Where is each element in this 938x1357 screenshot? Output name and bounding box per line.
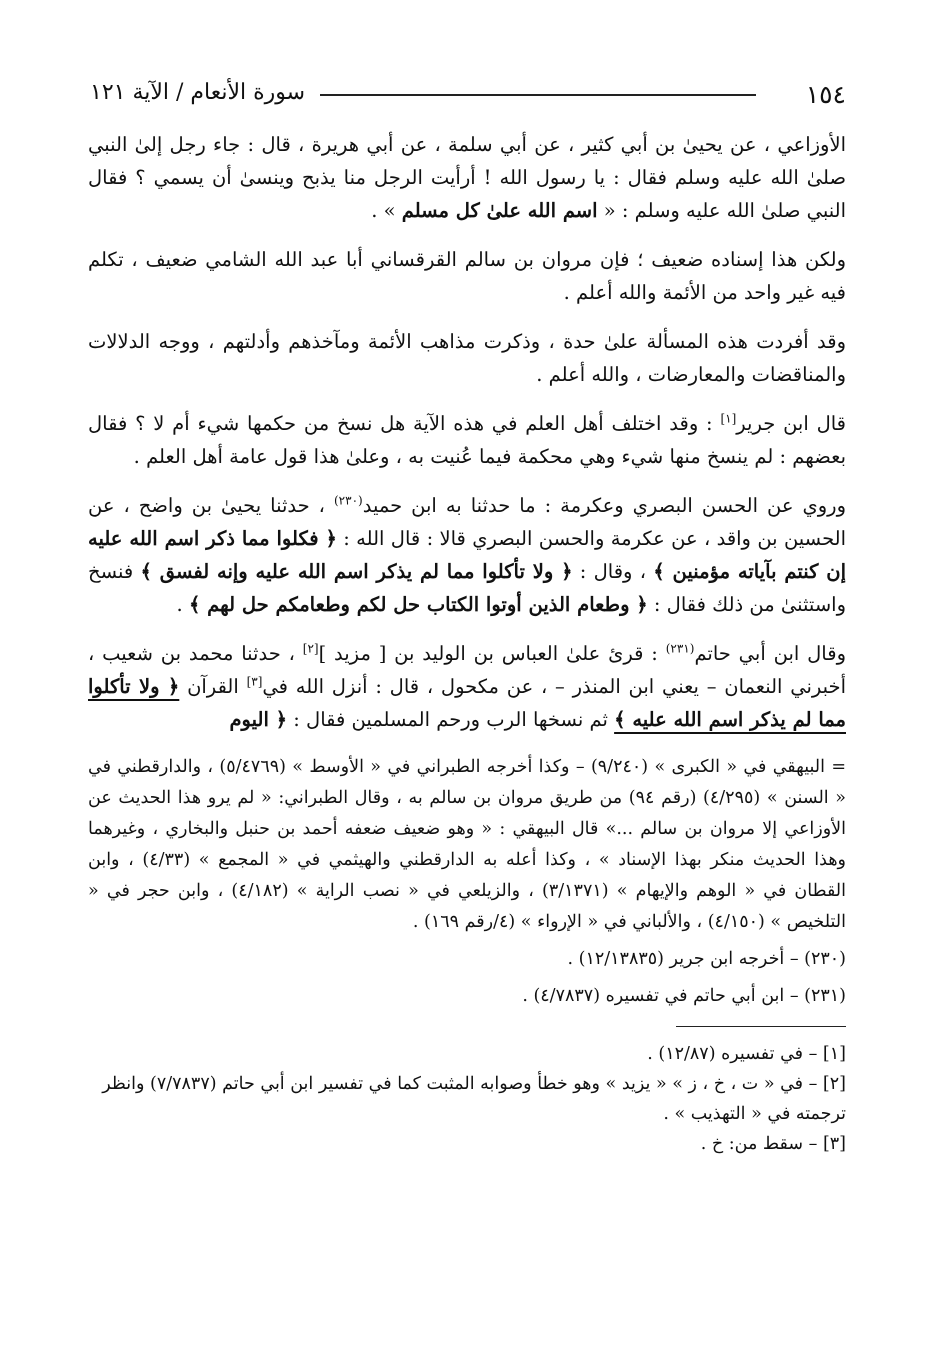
footnote: [٣] – سقط من: خ . (700, 1134, 846, 1154)
page-number: ١٥٤ (805, 80, 846, 109)
quran-quote: ﴿ وطعام الذين أوتوا الكتاب حل لكم وطعامكم حل لهم ﴾ (188, 593, 648, 616)
paragraph-text: : وقد اختلف أهل العلم في هذه الآية هل نسخ من حكمها شيء أم لا ؟ فقال بعضهم : لم ينسخ منها شيء وهي محكمة فيما عُنيت به ، وعلىٰ هذا قول عامة أهل العلم . (88, 412, 846, 468)
footnote-divider (676, 1026, 846, 1027)
takhrij-notes (88, 752, 846, 1012)
footnote-ref: [٢] (302, 641, 319, 656)
paragraph-text: ، حدثنا يحيىٰ بن واضح ، عن الحسين بن واقد ، عن عكرمة والحسن البصري قالا : قال الله : (88, 494, 847, 550)
paragraph-text: ولكن هذا إسناده ضعيف ؛ فإن مروان بن سالم القرقساني أبا عبد الله الشامي ضعيف ، تكلم فيه غير واحد من الأئمة والله أعلم . (88, 248, 846, 304)
paragraph-text: ، حدثنا محمد بن شعيب ، أخبرني النعمان – يعني ابن المنذر – ، عن مكحول ، قال : أنزل الله في (88, 642, 847, 698)
main-text (88, 128, 846, 1159)
paragraph-text: قال ابن جرير (736, 412, 846, 435)
paragraph-text: : قرئ علىٰ العباس بن الوليد بن [ مزيد ] (318, 642, 666, 665)
paragraph-text: وقال ابن أبي حاتم (694, 642, 846, 665)
paragraph-text: وروي عن الحسن البصري وعكرمة : ما حدثنا به ابن حميد (362, 494, 846, 517)
paragraph-text: القرآن (179, 675, 247, 698)
note-ref: (٢٣١) (665, 641, 695, 656)
footnote: [٢] – في « ت ، خ ، ز » « يزيد » وهو خطأ وصوابه المثبت كما في تفسير ابن أبي حاتم (٧/٧٨٣٧) وانظر ترجمته في « التهذيب » . (102, 1074, 846, 1124)
paragraph-isnad-weak (88, 243, 846, 309)
header-rule (320, 94, 756, 96)
running-header (90, 76, 846, 116)
takhrij-note: = البيهقي في « الكبرى » (٩/٢٤٠) – وكذا أخرجه الطبراني في « الأوسط » (٥/٤٧٦٩) ، والدارقطني في « السنن » (٤/٢٩٥) (رقم ٩٤) من طريق مروان بن سالم به ، وقال الطبراني: « لم يرو هذا الحديث عن الأوزاعي إلا مروان بن سالم ...» قال البيهقي : « وهو ضعيف ضعفه أحمد بن حنبل والبخاري ، وغيرهما وهذا الحديث منكر بهذا الإسناد » ، وكذا أعله به الدارقطني والهيثمي في « المجمع » (٤/٣٣) ، وابن القطان في « الوهم والإيهام » (٣/١٣٧١) ، والزيلعي في « نصب الراية » (٤/١٨٢) ، وابن حجر في « التلخيص » (٤/١٥٠) ، والألباني في « الإرواء » (٤/رقم ١٦٩) . (88, 757, 847, 932)
note-ref: (٢٣٠) (333, 493, 363, 508)
quran-quote: ﴿ اليوم (229, 708, 288, 731)
footnote-ref: [١] (720, 411, 737, 426)
paragraph-hadith (88, 128, 846, 227)
footnote-ref: [٣] (246, 674, 263, 689)
footnotes (88, 1039, 846, 1159)
paragraph-text: فنسخ واستثنىٰ من ذلك فقال : (88, 560, 846, 616)
paragraph-text: الأوزاعي ، عن يحيىٰ بن أبي كثير ، عن أبي سلمة ، عن أبي هريرة ، قال : جاء رجل إلىٰ النبي صلىٰ الله عليه وسلم فقال : يا رسول الله ! أرأيت الرجل منا يذبح وينسىٰ أن يسمي ؟ فقال النبي صلىٰ الله عليه وسلم : « (88, 133, 846, 222)
quran-quote: ﴿ ولا تأكلوا مما لم يذكر اسم الله عليه وإنه لفسق ﴾ (140, 560, 573, 583)
paragraph-text: وقد أفردت هذه المسألة علىٰ حدة ، وذكرت مذاهب الأئمة ومآخذهم وأدلتهم ، ووجه الدلالات والمناقضات والمعارضات ، والله أعلم . (88, 330, 846, 386)
hadith-emphasis: اسم الله علىٰ كل مسلم (401, 199, 598, 222)
paragraph-ibn-abi-hatim (88, 637, 846, 736)
paragraph-text: » . (371, 199, 402, 222)
paragraph-hasan-ikrima (88, 489, 846, 621)
paragraph-ibn-jarir (88, 407, 846, 473)
paragraph-text: . (176, 593, 189, 616)
footnote: [١] – في تفسيره (١٢/٨٧) . (647, 1044, 846, 1064)
paragraph-text: ، وقال : (572, 560, 654, 583)
quran-quote: ﴿ فكلوا مما ذكر اسم الله عليه إن كنتم بآياته مؤمنين ﴾ (88, 527, 846, 583)
takhrij-note: (٢٣١) – ابن أبي حاتم في تفسيره (٤/٧٨٣٧) . (522, 986, 846, 1006)
running-title: سورة الأنعام / الآية ١٢١ (90, 80, 306, 105)
quran-quote: ﴿ ولا تأكلوا مما لم يذكر اسم الله عليه ﴾ (88, 675, 846, 731)
paragraph-separate-treatise (88, 325, 846, 391)
paragraph-text: ثم نسخها الرب ورحم المسلمين فقال : (287, 708, 615, 731)
takhrij-note: (٢٣٠) – أخرجه ابن جرير (١٢/١٣٨٣٥) . (567, 949, 846, 969)
